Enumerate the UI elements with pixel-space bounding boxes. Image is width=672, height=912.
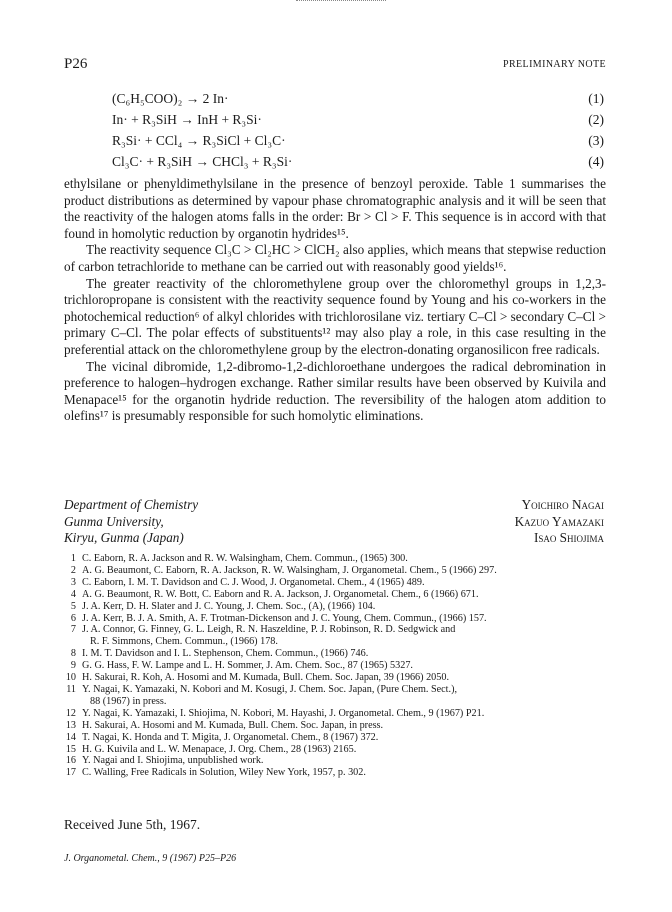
reference-number: 9	[70, 660, 76, 672]
equation-2	[64, 109, 606, 130]
author-3: Isao Shiojima	[533, 530, 604, 545]
equations	[64, 88, 606, 172]
reference-text: G. G. Hass, F. W. Lampe and L. H. Sommer, J. Am. Chem. Soc., 87 (1965) 5327.	[82, 660, 413, 672]
reference-item	[64, 720, 606, 732]
reference-item	[64, 613, 606, 625]
equation-1	[64, 88, 606, 109]
page-header	[64, 56, 606, 74]
reference-number: 8	[70, 648, 76, 660]
references	[64, 553, 606, 779]
top-mark	[296, 0, 386, 4]
reference-text: J. A. Kerr, B. J. A. Smith, A. F. Trotman-Dickenson and J. C. Young, Chem. Commun., (1966) 157.	[82, 612, 487, 624]
reference-text: C. Walling, Free Radicals in Solution, Wiley New York, 1957, p. 302.	[82, 767, 366, 779]
affiliation-line-1: Department of Chemistry	[64, 497, 199, 512]
reference-number: 2	[70, 564, 76, 576]
reference-text: H. Sakurai, A. Hosomi and M. Kumada, Bull. Chem. Soc. Japan, in press.	[82, 719, 384, 731]
reference-item	[64, 708, 606, 720]
equation-formula: In· + R₃SiH → InH + R₃Si·	[112, 112, 262, 127]
reference-text: Y. Nagai, K. Yamazaki, N. Kobori and M. Kosugi, J. Chem. Soc. Japan, (Pure Chem. Sect.),	[82, 683, 458, 695]
page	[64, 0, 606, 912]
reference-number: 17	[65, 767, 76, 779]
reference-item	[64, 744, 606, 756]
reference-text: I. M. T. Davidson and I. L. Stephenson, Chem. Commun., (1966) 746.	[82, 648, 369, 660]
reference-item	[64, 565, 606, 577]
reference-continuation: R. F. Simmons, Chem. Commun., (1966) 178.	[90, 636, 278, 648]
reference-number: 4	[70, 588, 76, 600]
reference-item	[64, 601, 606, 613]
equation-formula: (C₆H₅COO)₂ → 2 In·	[112, 91, 229, 106]
running-title: PRELIMINARY NOTE	[503, 59, 606, 70]
signature-block	[64, 497, 606, 547]
paragraph-1: ethylsilane or phenyldimethylsilane in the presence of benzoyl peroxide. Table 1 summarises the product distributions as determined by vapour phase chromatographic analysis and it will be seen that the reactivity of the halogen atoms falls in the order: Br > Cl > F. This sequence is in accord with that found in homolytic reduction by organotin hydrides¹⁵.	[64, 176, 606, 241]
reference-text: J. A. Connor, G. Finney, G. L. Leigh, R. N. Haszeldine, P. J. Robinson, R. D. Sedgwick and	[82, 624, 456, 636]
reference-item	[64, 648, 606, 660]
equation-number: (2)	[588, 112, 604, 127]
equation-number: (1)	[588, 91, 604, 106]
equation-number: (4)	[588, 154, 604, 169]
affiliation-line-3: Kiryu, Gunma (Japan)	[64, 530, 184, 545]
paragraph-2: The reactivity sequence Cl₃C > Cl₂HC > ClCH₂ also applies, which means that stepwise reduction of carbon tetrachloride to methane can be carried out with reasonably good yields¹⁶.	[64, 242, 606, 274]
reference-number: 10	[65, 672, 76, 684]
reference-text: Y. Nagai and I. Shiojima, unpublished work.	[82, 755, 264, 767]
reference-item	[64, 732, 606, 744]
page-number: P26	[64, 56, 88, 72]
reference-item	[64, 577, 606, 589]
reference-text: T. Nagai, K. Honda and T. Migita, J. Organometal. Chem., 8 (1967) 372.	[82, 731, 379, 743]
reference-item	[64, 624, 606, 648]
equation-4	[64, 151, 606, 172]
reference-number: 16	[65, 755, 76, 767]
author-2: Kazuo Yamazaki	[514, 513, 604, 529]
reference-number: 1	[70, 553, 76, 564]
reference-item	[64, 684, 606, 708]
reference-text: C. Eaborn, I. M. T. Davidson and C. J. Wood, J. Organometal. Chem., 4 (1965) 489.	[82, 576, 425, 588]
reference-number: 15	[65, 743, 76, 755]
reference-text: H. G. Kuivila and L. W. Menapace, J. Org. Chem., 28 (1963) 2165.	[82, 743, 357, 755]
equation-formula: R₃Si· + CCl₄ → R₃SiCl + Cl₃C·	[112, 133, 286, 148]
reference-number: 14	[65, 731, 76, 743]
paragraph-3: The greater reactivity of the chloromethylene group over the chloromethyl groups in 1,2,3-trichloropropane is consistent with the reactivity sequence found by Young and his co-workers in the photochemical reduction⁶ of alkyl chlorides with trichlorosilane viz. tertiary C–Cl > secondary C–Cl > primary C–Cl. The polar effects of substituents¹² may also play a role, in this case resulting in the preferential attack on the chloromethylene group by the electron-donating organosilicon free radicals.	[64, 275, 606, 357]
equation-formula: Cl₃C· + R₃SiH → CHCl₃ + R₃Si·	[112, 154, 293, 169]
received-date: Received June 5th, 1967.	[64, 817, 201, 832]
reference-number: 5	[70, 600, 76, 612]
reference-text: J. A. Kerr, D. H. Slater and J. C. Young, J. Chem. Soc., (A), (1966) 104.	[82, 600, 376, 612]
reference-item	[64, 767, 606, 779]
reference-number: 13	[65, 719, 76, 731]
journal-footer: J. Organometal. Chem., 9 (1967) P25–P26	[64, 853, 237, 864]
reference-number: 6	[70, 612, 76, 624]
reference-number: 7	[70, 624, 76, 636]
equation-number: (3)	[588, 133, 604, 148]
equation-3	[64, 130, 606, 151]
reference-text: A. G. Beaumont, R. W. Bott, C. Eaborn and R. A. Jackson, J. Organometal. Chem., 6 (1966) 671.	[82, 588, 479, 600]
reference-text: H. Sakurai, R. Koh, A. Hosomi and M. Kumada, Bull. Chem. Soc. Japan, 39 (1966) 2050.	[82, 672, 450, 684]
affiliation-line-2: Gunma University,	[64, 513, 164, 529]
reference-text: Y. Nagai, K. Yamazaki, I. Shiojima, N. Kobori, M. Hayashi, J. Organometal. Chem., 9 (1967) P21.	[82, 707, 485, 719]
reference-item	[64, 589, 606, 601]
reference-item	[64, 660, 606, 672]
reference-item	[64, 553, 606, 565]
reference-number: 11	[66, 683, 76, 695]
body-text	[64, 176, 606, 425]
paragraph-4: The vicinal dibromide, 1,2-dibromo-1,2-dichloroethane undergoes the radical debromination in preference to halogen–hydrogen exchange. Rather similar results have been observed by Kuivila and Menapace¹⁵ for the organotin hydride reduction. The reversibility of the halogen atom addition to olefins¹⁷ is presumably responsible for such homolytic eliminations.	[64, 358, 606, 424]
reference-number: 3	[70, 576, 76, 588]
reference-number: 12	[65, 707, 76, 719]
reference-text: A. G. Beaumont, C. Eaborn, R. A. Jackson, R. W. Walsingham, J. Organometal. Chem., 5 (1966) 297.	[82, 564, 497, 576]
reference-item	[64, 672, 606, 684]
author-1: Yoichiro Nagai	[521, 497, 604, 512]
reference-continuation: 88 (1967) in press.	[90, 695, 167, 707]
reference-text: C. Eaborn, R. A. Jackson and R. W. Walsingham, Chem. Commun., (1965) 300.	[82, 553, 408, 564]
reference-item	[64, 755, 606, 767]
